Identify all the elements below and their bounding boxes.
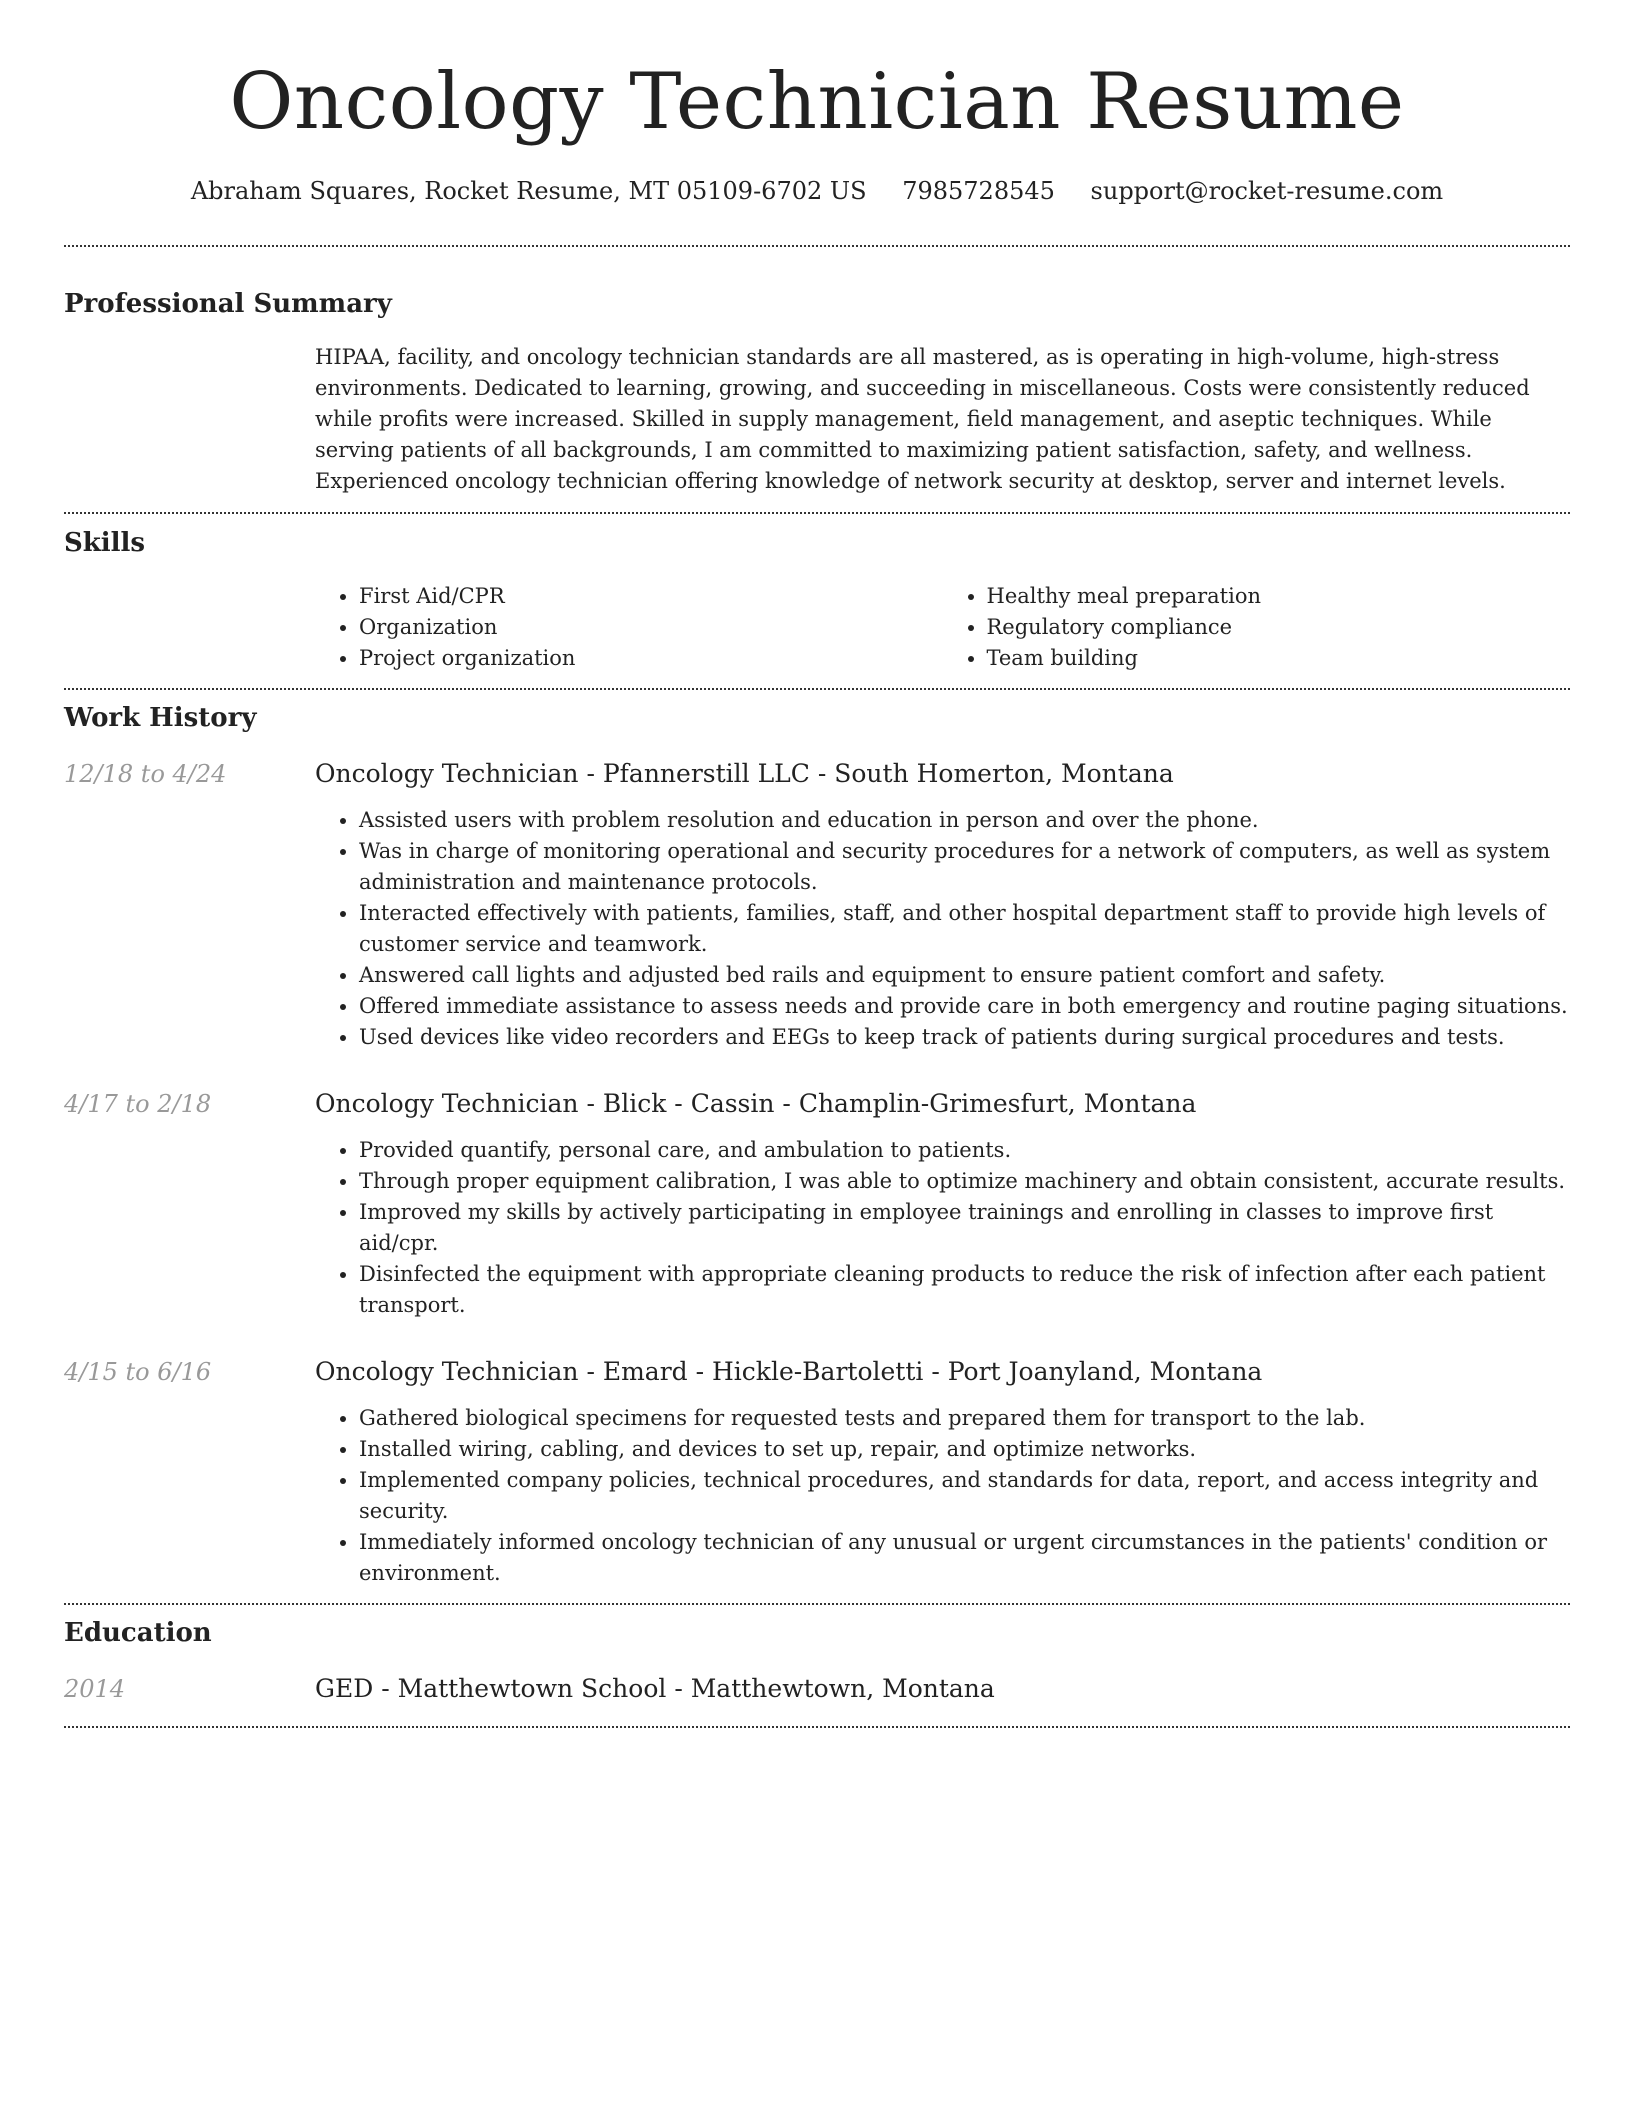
contact-phone: 7985728545 — [902, 177, 1055, 205]
job-title: Oncology Technician - Emard - Hickle-Bartoletti - Port Joanyland, Montana — [315, 1357, 1263, 1386]
skills-section — [64, 526, 1570, 674]
skill-item: • Organization — [359, 612, 943, 643]
job-bullet: • Through proper equipment calibration, I was able to optimize machinery and obtain consistent, accurate results. — [359, 1166, 1570, 1197]
job-bullets — [315, 1135, 1570, 1321]
job-entry — [64, 1087, 1570, 1321]
job-bullet: • Disinfected the equipment with appropriate cleaning products to reduce the risk of infection after each patient transport. — [359, 1259, 1570, 1321]
job-bullet: • Gathered biological specimens for requested tests and prepared them for transport to the lab. — [359, 1403, 1570, 1434]
divider — [64, 1603, 1570, 1605]
job-bullet: • Provided quantify, personal care, and ambulation to patients. — [359, 1135, 1570, 1166]
job-entry — [64, 757, 1570, 1053]
job-dates: 4/17 to 2/18 — [64, 1090, 212, 1118]
job-bullets — [315, 1403, 1570, 1589]
job-bullet: • Installed wiring, cabling, and devices to set up, repair, and optimize networks. — [359, 1434, 1570, 1465]
job-bullet: • Used devices like video recorders and EEGs to keep track of patients during surgical procedures and tests. — [359, 1022, 1570, 1053]
job-title: Oncology Technician - Blick - Cassin - Champlin-Grimesfurt, Montana — [315, 1089, 1197, 1118]
resume-page — [64, 0, 1570, 1728]
work-heading: Work History — [64, 703, 257, 733]
resume-title: Oncology Technician Resume — [229, 57, 1405, 147]
skill-item: • Regulatory compliance — [987, 612, 1571, 643]
job-bullet: • Immediately informed oncology technician of any unusual or urgent circumstances in the patients' condition or environment. — [359, 1527, 1570, 1589]
work-section — [64, 701, 1570, 1589]
divider — [64, 245, 1570, 247]
education-year: 2014 — [64, 1675, 126, 1703]
contact-address: Abraham Squares, Rocket Resume, MT 05109-6702 US — [190, 177, 867, 205]
job-bullet: • Assisted users with problem resolution and education in person and over the phone. — [359, 805, 1570, 836]
skill-item: • First Aid/CPR — [359, 581, 943, 612]
skill-item: • Team building — [987, 643, 1571, 674]
job-bullet: • Improved my skills by actively participating in employee trainings and enrolling in classes to improve first aid/cpr. — [359, 1197, 1570, 1259]
skill-item: • Project organization — [359, 643, 943, 674]
summary-text: HIPAA, facility, and oncology technician standards are all mastered, as is operating in high-volume, high-stress environments. Dedicated to learning, growing, and succeeding in miscellaneous. Costs were consistently reduced while profits were increased. Skilled in supply management, field management, and aseptic techniques. While serving patients of all backgrounds, I am committed to maximizing patient satisfaction, safety, and wellness. Experienced oncology technician offering knowledge of network security at desktop, server and internet levels. — [315, 345, 1530, 493]
skills-list-right — [943, 581, 1571, 674]
skills-grid — [315, 581, 1570, 674]
skills-heading: Skills — [64, 528, 146, 558]
job-bullet: • Implemented company policies, technical procedures, and standards for data, report, and access integrity and security. — [359, 1465, 1570, 1527]
contact-email: support@rocket-resume.com — [1090, 177, 1444, 205]
job-bullets — [315, 805, 1570, 1053]
education-entry — [64, 1672, 1570, 1706]
education-title: GED - Matthewtown School - Matthewtown, Montana — [315, 1674, 995, 1703]
job-dates: 12/18 to 4/24 — [64, 760, 227, 788]
skills-list-left — [315, 581, 943, 674]
job-bullet: • Offered immediate assistance to assess needs and provide care in both emergency and routine paging situations. — [359, 991, 1570, 1022]
divider — [64, 1726, 1570, 1728]
job-bullet: • Answered call lights and adjusted bed rails and equipment to ensure patient comfort and safety. — [359, 960, 1570, 991]
job-entry — [64, 1355, 1570, 1589]
education-heading: Education — [64, 1618, 212, 1648]
divider — [64, 512, 1570, 514]
job-bullet: • Was in charge of monitoring operational and security procedures for a network of computers, as well as system administration and maintenance protocols. — [359, 836, 1570, 898]
skill-item: • Healthy meal preparation — [987, 581, 1571, 612]
summary-heading: Professional Summary — [64, 289, 392, 319]
job-title: Oncology Technician - Pfannerstill LLC - South Homerton, Montana — [315, 759, 1174, 788]
education-section — [64, 1616, 1570, 1706]
summary-section — [64, 287, 1570, 497]
contact-line — [64, 174, 1570, 208]
job-dates: 4/15 to 6/16 — [64, 1358, 212, 1386]
divider — [64, 688, 1570, 690]
job-bullet: • Interacted effectively with patients, families, staff, and other hospital department staff to provide high levels of customer service and teamwork. — [359, 898, 1570, 960]
